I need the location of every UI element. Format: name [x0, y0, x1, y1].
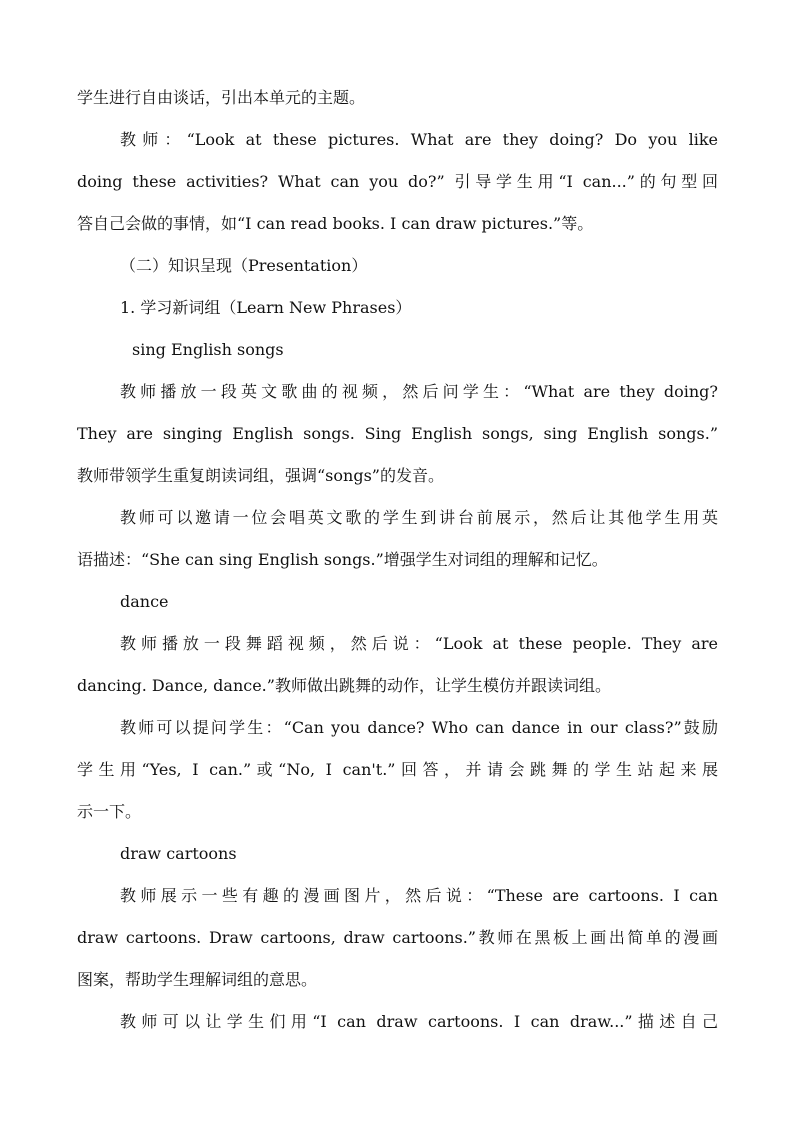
paragraph-line: 示一下。: [77, 802, 142, 821]
paragraph-line: 教师带领学生重复朗读词组，强调“songs”的发音。: [77, 466, 444, 485]
paragraph-line: 教师播放一段舞蹈视频，然后说：“Look at these people. They are: [120, 634, 718, 653]
paragraph-line: 语描述：“She can sing English songs.”增强学生对词组的理解和记忆。: [77, 550, 608, 569]
phrase-heading: dance: [120, 592, 169, 611]
phrase-heading: sing English songs: [132, 340, 284, 359]
paragraph-line: 教师可以提问学生：“Can you dance? Who can dance in our class?”鼓励: [120, 718, 718, 737]
paragraph-line: 学生进行自由谈话，引出本单元的主题。: [77, 88, 366, 107]
paragraph-line: doing these activities? What can you do?” 引导学生用“I can...”的句型回: [77, 172, 718, 191]
paragraph-line: 图案，帮助学生理解词组的意思。: [77, 970, 318, 989]
paragraph-line: 教师展示一些有趣的漫画图片，然后说：“These are cartoons. I can: [120, 886, 718, 905]
paragraph-line: dancing. Dance, dance.”教师做出跳舞的动作，让学生模仿并跟读词组。: [77, 676, 611, 695]
paragraph-line: 学生用“Yes, I can.”或“No, I can't.”回答，并请会跳舞的学生站起来展: [77, 760, 718, 779]
paragraph-line: draw cartoons. Draw cartoons, draw cartoons.”教师在黑板上画出简单的漫画: [77, 928, 718, 947]
paragraph-line: 教师：“Look at these pictures. What are they doing? Do you like: [120, 130, 718, 149]
paragraph-line: 教师播放一段英文歌曲的视频，然后问学生：“What are they doing?: [120, 382, 718, 401]
paragraph-line: 答自己会做的事情，如“I can read books. I can draw pictures.”等。: [77, 214, 594, 233]
paragraph-line: They are singing English songs. Sing English songs, sing English songs.”: [77, 424, 718, 443]
paragraph-line: 教师可以邀请一位会唱英文歌的学生到讲台前展示，然后让其他学生用英: [120, 508, 718, 527]
paragraph-line: 教师可以让学生们用“I can draw cartoons. I can draw...”描述自己: [120, 1012, 718, 1031]
phrase-heading: draw cartoons: [120, 844, 237, 863]
subsection-heading: 1. 学习新词组（Learn New Phrases）: [120, 298, 412, 317]
section-heading: （二）知识呈现（Presentation）: [120, 256, 368, 275]
